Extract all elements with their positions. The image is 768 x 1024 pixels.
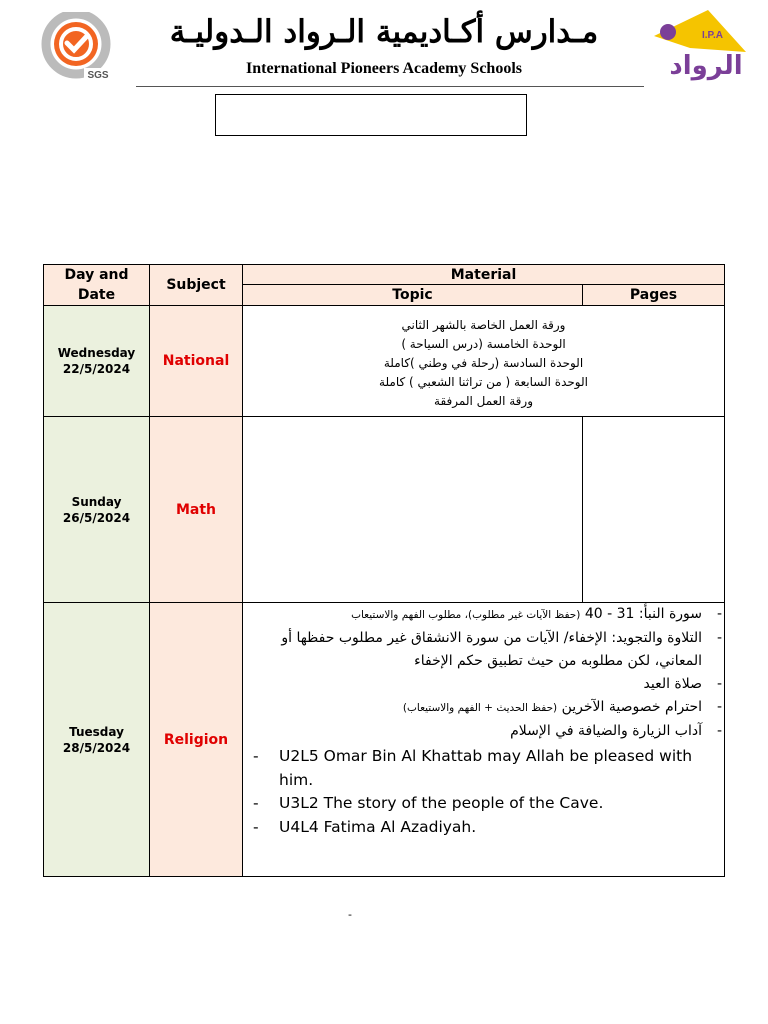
arabic-topic-list bbox=[243, 603, 724, 743]
sgs-certification-logo bbox=[36, 12, 116, 80]
day-date-cell bbox=[44, 306, 150, 417]
school-title-arabic: مـدارس أكـاديمية الـرواد الـدوليـة bbox=[169, 14, 599, 50]
pioneers-academy-logo-icon bbox=[650, 8, 750, 88]
topic-line: الوحدة الخامسة (درس السياحة ) bbox=[401, 337, 566, 351]
date-label: 22/5/2024 bbox=[62, 362, 131, 376]
logo-ipa-text: I.P.A bbox=[702, 30, 723, 41]
list-item: - U3L2 The story of the people of the Cave. bbox=[253, 794, 604, 812]
list-item: - U2L5 Omar Bin Al Khattab may Allah be pleased with him. bbox=[253, 747, 693, 789]
list-item: - صلاة العيد bbox=[643, 676, 723, 692]
day-label: Sunday bbox=[71, 494, 122, 509]
sgs-iso-9001-seal-icon bbox=[36, 12, 116, 80]
footer-mark: - bbox=[348, 908, 352, 921]
pioneers-academy-logo bbox=[650, 8, 750, 88]
topic-line: الوحدة السابعة ( من تراثنا الشعبي ) كاملة bbox=[379, 375, 588, 389]
topic-line: ورقة العمل الخاصة بالشهر الثاني bbox=[401, 318, 566, 332]
date-label: 26/5/2024 bbox=[62, 510, 131, 525]
sgs-text: SGS bbox=[87, 70, 109, 80]
header-topic: Topic bbox=[243, 285, 583, 306]
student-name-box[interactable] bbox=[215, 94, 527, 136]
list-item: - احترام خصوصية الآخرين (حفظ الحديث + الفهم والاستيعاب) bbox=[402, 699, 723, 715]
english-topic-list bbox=[243, 745, 724, 839]
topic-cell bbox=[243, 417, 583, 603]
topic-cell bbox=[243, 306, 725, 417]
day-date-cell bbox=[44, 417, 150, 603]
date-label: 28/5/2024 bbox=[62, 740, 131, 755]
header-subject: Subject bbox=[150, 265, 243, 306]
exam-schedule-table bbox=[43, 264, 725, 877]
topic-line: ورقة العمل المرفقة bbox=[434, 394, 533, 408]
table-row bbox=[44, 603, 725, 877]
list-item: - سورة النبأ: 31 - 40 (حفظ الآيات غير مطلوب)، مطلوب الفهم والاستيعاب bbox=[351, 606, 723, 622]
school-title-english: International Pioneers Academy Schools bbox=[246, 60, 522, 77]
day-date-cell bbox=[44, 603, 150, 877]
header-material: Material bbox=[243, 265, 725, 285]
list-item: - التلاوة والتجويد: الإخفاء/ الآيات من سورة الانشقاق غير مطلوب حفظها أو المعاني، لكن مطلوبه من حيث تطبيق حكم الإخفاء bbox=[281, 630, 723, 669]
topic-cell bbox=[243, 603, 725, 877]
pages-cell bbox=[583, 417, 725, 603]
day-label: Wednesday bbox=[57, 346, 136, 360]
header-pages: Pages bbox=[583, 285, 725, 306]
logo-arabic-text: الرواد bbox=[669, 51, 743, 81]
topic-line: الوحدة السادسة (رحلة في وطني )كاملة bbox=[383, 356, 584, 370]
table-row bbox=[44, 417, 725, 603]
list-item: - U4L4 Fatima Al Azadiyah. bbox=[253, 817, 477, 836]
day-label: Tuesday bbox=[69, 724, 124, 739]
subject-cell: Math bbox=[150, 417, 243, 603]
list-item: - آداب الزيارة والضيافة في الإسلام bbox=[510, 723, 723, 739]
subject-cell: National bbox=[150, 306, 243, 417]
header-divider bbox=[136, 86, 644, 87]
table-row bbox=[44, 306, 725, 417]
header-day-date: Day and Date bbox=[44, 265, 150, 306]
subject-cell: Religion bbox=[150, 603, 243, 877]
